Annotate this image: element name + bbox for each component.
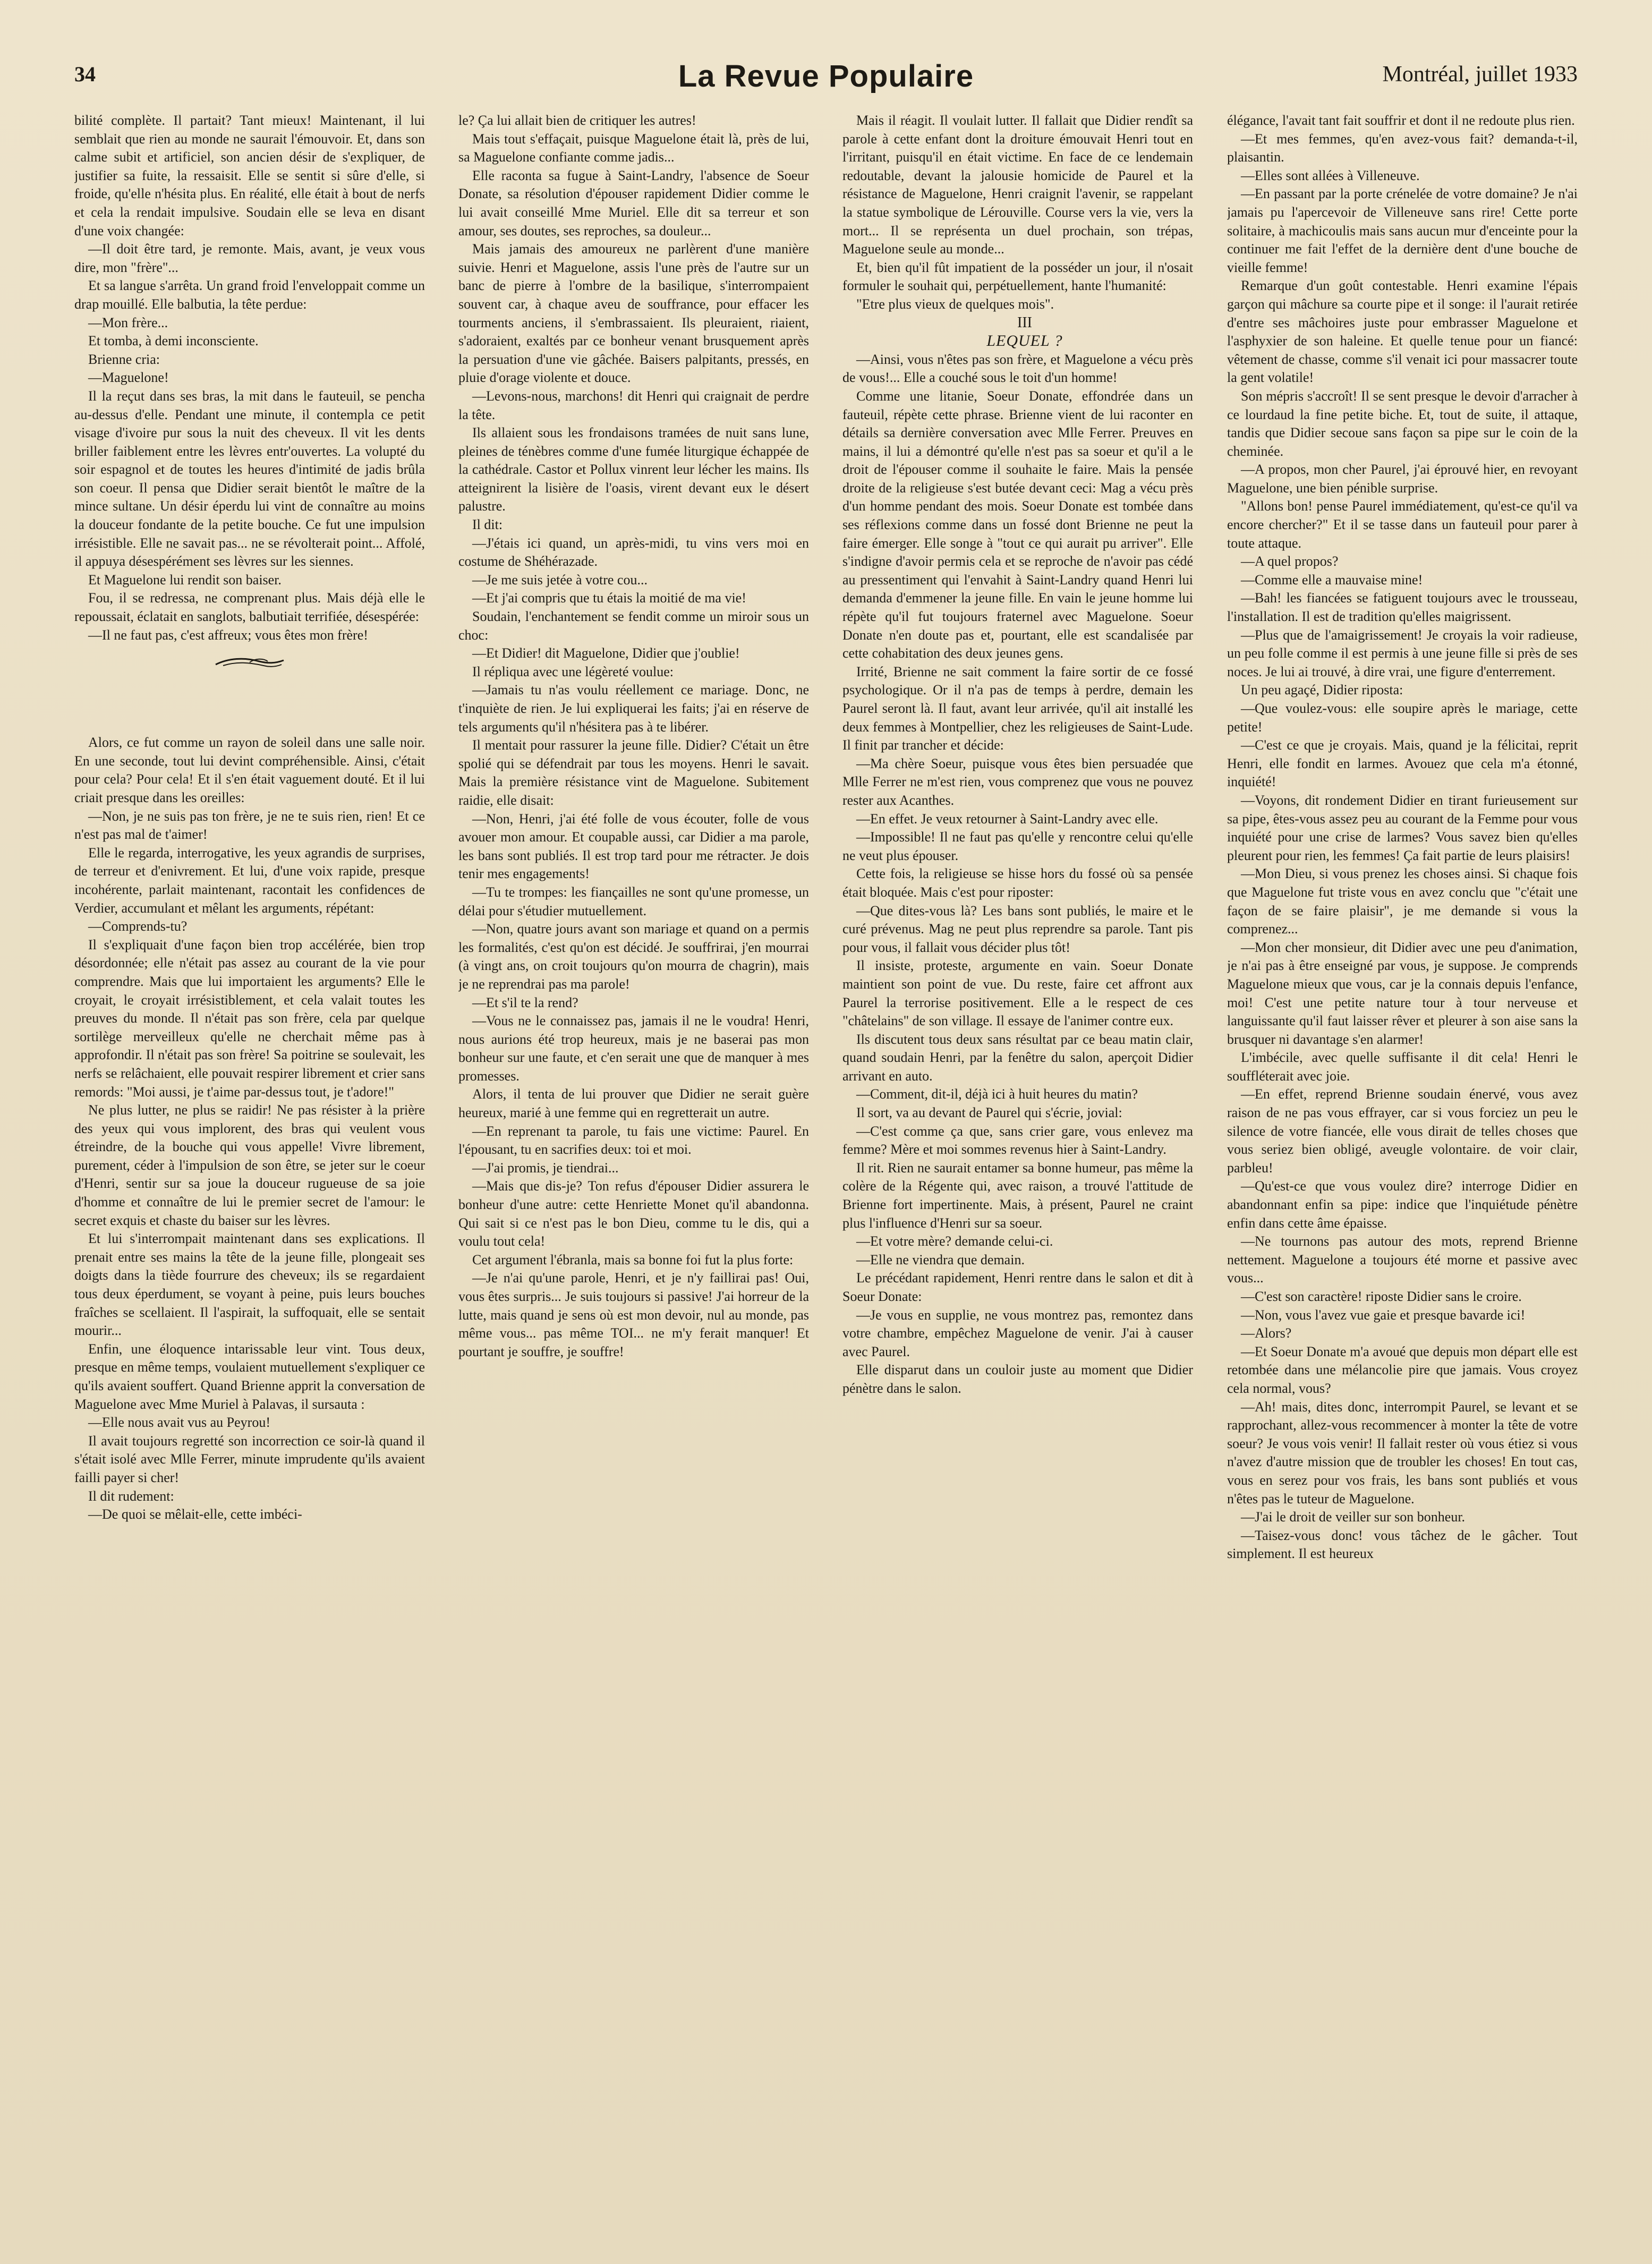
paragraph: le? Ça lui allait bien de critiquer les autres! (458, 113, 696, 128)
paragraph: Il avait toujours regretté son incorrection ce soir-là quand il s'était isolé avec Mlle Ferrer, minute imprudente qu'ils avaient failli payer si cher! (74, 1433, 425, 1485)
paragraph: —J'étais ici quand, un après-midi, tu vins vers moi en costume de Shéhérazade. (458, 535, 809, 569)
paragraph: Son mépris s'accroît! Il se sent presque le devoir d'arracher à ce lourdaud la fine petite biche. Et, tout de suite, il attaque, tandis que Didier secoue sans façon sa pipe sur le coin de la cheminée. (1227, 388, 1578, 459)
paragraph: —Non, je ne suis pas ton frère, je ne te suis rien, rien! Et ce n'est pas mal de t'aimer! (74, 808, 425, 842)
text-column-3 (842, 112, 1193, 2231)
paragraph: —En effet. Je veux retourner à Saint-Landry avec elle. (856, 811, 1159, 827)
paragraph: Ils allaient sous les frondaisons tramées de nuit sans lune, pleines de ténèbres comme d'une fumée liturgique échappée de la cathédrale. Castor et Pollux vinrent leur lécher les mains. Ils atteignirent la lisière de l'oasis, virent devant eux le désert palustre. (458, 425, 809, 514)
paragraph: —Non, quatre jours avant son mariage et quand on a permis les formalités, c'est qu'on est décidé. Je souffrirai, j'en mourrai (à vingt ans, on croit toujours qu'on mourra de chagrin), mais je ne reprendrai pas ma parole! (458, 921, 809, 992)
paragraph: Alors, il tenta de lui prouver que Didier ne serait guère heureux, marié à une femme qui en regretterait un autre. (458, 1086, 809, 1121)
section-number: III (1017, 314, 1032, 331)
paragraph: —Ne tournons pas autour des mots, reprend Brienne nettement. Maguelone a toujours été morne et passive avec vous... (1227, 1233, 1578, 1286)
paragraph: Un peu agaçé, Didier riposta: (1241, 682, 1403, 698)
paragraph: bilité complète. Il partait? Tant mieux! Maintenant, il lui semblait que rien au monde ne saurait l'émouvoir. Et, dans son calme subit et artificiel, son ancien désir de s'expliquer, de justifier sa fuite, la ressaisit. Elle se sentit si sûre d'elle, si froide, qu'elle n'hésita plus. En réalité, elle était à bout de nerfs et cela la rendait impulsive. Soudain elle se leva en disant d'une voix changée: (74, 113, 425, 239)
paragraph: —Alors? (1241, 1325, 1292, 1341)
paragraph: —Comprends-tu? (88, 918, 188, 934)
paragraph: Il s'expliquait d'une façon bien trop accélérée, bien trop désordonnée; elle n'était pas assez au courant de la vie pour comprendre. Mais que lui importaient les arguments? Elle le croyait, le croyait irrésistiblement, et cela valait toutes les preuves du monde. Il n'était pas son frère, cela par quelque sortilège merveilleux qu'elle ne cherchait même pas à approfondir. Il n'était pas son frère! Sa poitrine se soulevait, les nerfs se relâchaient, elle pouvait respirer librement et crier sans remords: "Moi aussi, je t'aime par-dessus tout, je t'adore!" (74, 937, 425, 1100)
section-title: LEQUEL ? (986, 332, 1063, 350)
paragraph: —En reprenant ta parole, tu fais une victime: Paurel. En l'épousant, tu en sacrifies deux: toi et moi. (458, 1123, 809, 1157)
paragraph: élégance, l'avait tant fait souffrir et dont il ne redoute plus rien. (1227, 113, 1575, 128)
paragraph: Et sa langue s'arrêta. Un grand froid l'enveloppait comme un drap mouillé. Elle balbutia, la tête perdue: (74, 278, 425, 312)
paragraph: —Ma chère Soeur, puisque vous êtes bien persuadée que Mlle Ferrer ne m'est rien, vous comprenez que vous ne pouvez rester aux Acanthes. (842, 755, 1193, 808)
paragraph: Il mentait pour rassurer la jeune fille. Didier? C'était un être spolié qui se défendrait par tous les moyens. Henri le savait. Mais la première résistance vint de Maguelone. Subitement raidie, elle disait: (458, 737, 809, 808)
paragraph: Remarque d'un goût contestable. Henri examine l'épais garçon qui mâchure sa courte pipe et il songe: il l'aurait retirée d'entre ses mâchoires juste pour embrasser Maguelone et l'asphyxier de son haleine. Et quelle tenue pour un fiancé: vêtement de chasse, comme s'il venait ici pour massacrer toute la gent volatile! (1227, 278, 1578, 386)
paragraph: Enfin, une éloquence intarissable leur vint. Tous deux, presque en même temps, voulaient mutuellement s'expliquer ce qu'ils avaient souffert. Quand Brienne apprit la conversation de Maguelone avec Mme Muriel à Palavas, il sursauta : (74, 1341, 425, 1412)
paragraph: —Impossible! Il ne faut pas qu'elle y rencontre celui qu'elle ne veut plus épouser. (842, 829, 1193, 863)
paragraph: —Comme elle a mauvaise mine! (1241, 572, 1423, 588)
fleuron-divider-icon (212, 656, 287, 670)
paragraph: —Plus que de l'amaigrissement! Je croyais la voir radieuse, un peu folle comme il est permis à une jeune fille si près de ses noces. Je lui ai trouvé, à dire vrai, une figure d'enterrement. (1227, 627, 1578, 679)
paragraph: Et Maguelone lui rendit son baiser. (88, 572, 282, 588)
paragraph: —Taisez-vous donc! vous tâchez de le gâcher. Tout simplement. Il est heureux (1227, 1527, 1578, 1562)
paragraph: —Vous ne le connaissez pas, jamais il ne le voudra! Henri, nous aurions été trop heureux, mais je ne baserai pas mon bonheur sur une faute, et c'en serait une que de manquer à mes promesses. (458, 1013, 809, 1084)
paragraph: Et, bien qu'il fût impatient de la posséder un jour, il n'osait formuler le souhait qui, perpétuellement, hante l'humanité: (842, 259, 1193, 294)
paragraph: —Non, vous l'avez vue gaie et presque bavarde ici! (1241, 1307, 1526, 1323)
paragraph: —Ah! mais, dites donc, interrompit Paurel, se levant et se rapprochant, allez-vous recommencer à monter la tête de votre soeur? Je vous vois venir! Il fallait rester où vous étiez si vous n'avez d'autre mission que de troubler les choses! En tout cas, vous en serez pour vos frais, les bans sont publiés et vous n'êtes pas le tuteur de Maguelone. (1227, 1399, 1578, 1507)
paragraph: Ils discutent tous deux sans résultat par ce beau matin clair, quand soudain Henri, par la fenêtre du salon, aperçoit Didier arrivant en auto. (842, 1031, 1193, 1084)
paragraph: Et lui s'interrompait maintenant dans ses explications. Il prenait entre ses mains la tête de la jeune fille, plongeait ses doigts dans la tiède fourrure des cheveux; ils se regardaient tous deux éperdument, se voyant à peine, puis leurs bouches fraîches se scellaient. Il l'aspirait, la suffoquait, elle se sentait mourir... (74, 1231, 425, 1339)
paragraph: —A propos, mon cher Paurel, j'ai éprouvé hier, en revoyant Maguelone, une bien pénible surprise. (1227, 462, 1578, 496)
paragraph: —Que voulez-vous: elle soupire après le mariage, cette petite! (1227, 701, 1578, 735)
paragraph: Il la reçut dans ses bras, la mit dans le fauteuil, se pencha au-dessus d'elle. Pendant une minute, il contempla ce petit visage d'ivoire pur sous la nuit des cheveux. Il vit les dents briller faiblement entre les lèvres entr'ouvertes. La volupté du soir espagnol et de toutes les heures d'intimité de jadis brûla son coeur. Il pensa que Didier serait bientôt le maître de la mince sultane. Un désir éperdu lui vint de connaître au moins la douceur fondante de la petite bouche. Ce fut une impulsion irrésistible. Elle ne savait pas... ne se révolterait point... Affolé, il appuya désespérément ses lèvres sur les siennes. (74, 388, 425, 569)
paragraph: —Elle nous avait vus au Peyrou! (88, 1415, 270, 1431)
paragraph: —Je n'ai qu'une parole, Henri, et je n'y faillirai pas! Oui, vous êtes surpris... Je suis toujours si passive! J'ai horreur de la lutte, mais quand je sens où est mon devoir, nul au monde, pas même vous... pas même TOI... ne m'y ferait manquer! Et pourtant je souffre, je souffre! (458, 1270, 809, 1359)
paragraph: "Allons bon! pense Paurel immédiatement, qu'est-ce qu'il va encore chercher?" Et il se tasse dans un fauteuil pour parer à toute attaque. (1227, 498, 1578, 551)
paragraph: —Qu'est-ce que vous voulez dire? interroge Didier en abandonnant enfin sa pipe: indice que l'inquiétude pénètre enfin dans cette âme épaisse. (1227, 1178, 1578, 1231)
paragraph: —Mais que dis-je? Ton refus d'épouser Didier assurera le bonheur d'une autre: cette Henriette Monet qu'il abandonna. Qui sait si ce n'est pas le bon Dieu, comme tu le dis, qui a voulu tout cela! (458, 1178, 809, 1249)
paragraph: Mais jamais des amoureux ne parlèrent d'une manière suivie. Henri et Maguelone, assis l'une près de l'autre sur un banc de pierre à l'ombre de la basilique, s'interrompaient souvent car, à chaque aveu de souffrance, pour effacer les tourments anciens, il s'embrassaient. Ils pleuraient, riaient, s'adoraient, exaltés par ce bonheur venant brusquement après la persuation d'une vie gâchée. Baisers palpitants, pressés, en pluie d'orage violente et douce. (458, 241, 809, 386)
paragraph: —Comment, dit-il, déjà ici à huit heures du matin? (856, 1086, 1138, 1102)
paragraph: —Et Didier! dit Maguelone, Didier que j'oublie! (472, 645, 740, 661)
paragraph: —Maguelone! (88, 370, 169, 386)
paragraph: "Etre plus vieux de quelques mois". (856, 296, 1054, 312)
paragraph: —Il ne faut pas, c'est affreux; vous êtes mon frère! (88, 627, 368, 643)
paragraph: L'imbécile, avec quelle suffisante il dit cela! Henri le souffléterait avec joie. (1227, 1050, 1578, 1084)
paragraph: Il répliqua avec une légèreté voulue: (472, 663, 674, 679)
paragraph: —C'est son caractère! riposte Didier sans le croire. (1241, 1289, 1522, 1304)
paragraph: Il dit rudement: (88, 1488, 174, 1504)
paragraph: —Elle ne viendra que demain. (856, 1252, 1025, 1267)
paragraph: —Et mes femmes, qu'en avez-vous fait? demanda-t-il, plaisantin. (1227, 131, 1578, 165)
paragraph: —Jamais tu n'as voulu réellement ce mariage. Donc, ne t'inquiète de rien. Je lui expliquerai les faits; j'ai en réserve de tels arguments qu'il n'hésitera pas à te libérer. (458, 682, 809, 735)
paragraph: Mais tout s'effaçait, puisque Maguelone était là, près de lui, sa Maguelone confiante comme jadis... (458, 131, 809, 165)
paragraph: —De quoi se mêlait-elle, cette imbéci- (88, 1507, 302, 1522)
paragraph: —Ainsi, vous n'êtes pas son frère, et Maguelone a vécu près de vous!... Elle a couché sous le toit d'un homme! (842, 351, 1193, 386)
paragraph: —Que dites-vous là? Les bans sont publiés, le maire et le curé prévenus. Mag ne peut plus reprendre sa parole. Tant pis pour vous, il fallait vous décider plus tôt! (842, 903, 1193, 955)
paragraph: —En effet, reprend Brienne soudain énervé, vous avez raison de ne pas vous effrayer, car si vous forciez un peu le silence de votre fiancée, elle vous dirait de telles choses que vous seriez bien obligé, aveugle volontaire. de voir clair, parbleu! (1227, 1086, 1578, 1176)
paragraph: —Mon Dieu, si vous prenez les choses ainsi. Si chaque fois que Maguelone fut triste vous en avez conclu que "c'était une façon de se faire plaisir", je me demande si vous la comprenez... (1227, 866, 1578, 937)
paragraph: Il rit. Rien ne saurait entamer sa bonne humeur, pas même la colère de la Régente qui, avec raison, a trouvé l'attitude de Brienne fort impertinente. Mais, à présent, Paurel ne craint plus l'influence d'Henri sur sa soeur. (842, 1160, 1193, 1231)
paragraph: —Je me suis jetée à votre cou... (472, 572, 648, 588)
paragraph: Cet argument l'ébranla, mais sa bonne foi fut la plus forte: (472, 1252, 794, 1267)
paragraph: —Il doit être tard, je remonte. Mais, avant, je veux vous dire, mon "frère"... (74, 241, 425, 275)
text-column-4 (1227, 112, 1578, 2231)
paragraph: —Levons-nous, marchons! dit Henri qui craignait de perdre la tête. (458, 388, 809, 422)
paragraph: —Et s'il te la rend? (472, 994, 578, 1010)
paragraph: Alors, ce fut comme un rayon de soleil dans une salle noir. En une seconde, tout lui devint compréhensible. Ainsi, c'était pour cela? Pour cela! Et il s'en était vaguement douté. Et il lui criait presque dans les oreilles: (74, 735, 425, 805)
paragraph: Elle disparut dans un couloir juste au moment que Didier pénètre dans le salon. (842, 1362, 1193, 1396)
paragraph: —Non, Henri, j'ai été folle de vous écouter, folle de vous avouer mon amour. Et coupable aussi, car Didier a ma parole, les bans sont publiés. Il est trop tard pour me rétracter. Je dois tenir mes engagements! (458, 811, 809, 882)
page-number: 34 (74, 62, 96, 86)
paragraph: —J'ai promis, je tiendrai... (472, 1160, 619, 1176)
article-body (74, 112, 1578, 2231)
paragraph: —C'est comme ça que, sans crier gare, vous enlevez ma femme? Mère et moi sommes revenus hier à Saint-Landry. (842, 1123, 1193, 1157)
paragraph: Brienne cria: (88, 351, 160, 367)
paragraph: —C'est ce que je croyais. Mais, quand je la félicitai, reprit Henri, elle fondit en larmes. Avouez que cela m'a étonné, inquiété! (1227, 737, 1578, 790)
paragraph: Elle raconta sa fugue à Saint-Landry, l'absence de Soeur Donate, sa résolution d'épouser rapidement Didier comme le lui avait conseillé Mme Muriel. Elle dit sa terreur et son amour, ses doutes, ses reproches, sa douleur... (458, 167, 809, 239)
paragraph: —Mon frère... (88, 314, 168, 330)
paragraph: Ne plus lutter, ne plus se raidir! Ne pas résister à la prière des yeux qui vous implorent, des bras qui veulent vous étreindre, de la bouche qui vous appelle! Vivre librement, purement, céder à l'impulsion de son être, se jeter sur le coeur d'Henri, sentir sur sa joue la douceur rugueuse de sa joie d'homme et connaître de lui le premier secret de l'amour: le secret exquis et chaste du baiser sur les lèvres. (74, 1102, 425, 1228)
paragraph: —Bah! les fiancées se fatiguent toujours avec le trousseau, l'installation. Il est de tradition qu'elles maigrissent. (1227, 590, 1578, 625)
paragraph: Il sort, va au devant de Paurel qui s'écrie, jovial: (856, 1105, 1122, 1121)
text-column-2 (458, 112, 809, 2231)
paragraph: Irrité, Brienne ne sait comment la faire sortir de ce fossé psychologique. Or il n'a pas de temps à perdre, demain les Paurel seront là. Il faut, avant leur arrivée, qu'il ait installé les deux femmes à Montpellier, chez les religieuses de Saint-Lude. Il finit par trancher et décide: (842, 663, 1193, 753)
paragraph: —Voyons, dit rondement Didier en tirant furieusement sur sa pipe, êtes-vous assez peu au courant de la Femme pour vous inquiété pour une crise de larmes? Vous savez bien qu'elles pleurent pour rien, les femmes! Ça fait partie de leurs plaisirs! (1227, 792, 1578, 863)
paragraph: Soudain, l'enchantement se fendit comme un miroir sous un choc: (458, 609, 809, 643)
paragraph: Cette fois, la religieuse se hisse hors du fossé où sa pensée était bloquée. Mais c'est pour riposter: (842, 866, 1193, 900)
paragraph: —Je vous en supplie, ne vous montrez pas, remontez dans votre chambre, empêchez Maguelone de venir. J'ai à causer avec Paurel. (842, 1307, 1193, 1359)
paragraph: —Et Soeur Donate m'a avoué que depuis mon départ elle est retombée dans une mélancolie pire que jamais. Vous croyez cela normal, vous? (1227, 1343, 1578, 1396)
paragraph: —Tu te trompes: les fiançailles ne sont qu'une promesse, un délai pour s'étudier mutuellement. (458, 884, 809, 918)
paragraph: —J'ai le droit de veiller sur son bonheur. (1241, 1509, 1466, 1525)
paragraph: —En passant par la porte crénelée de votre domaine? Je n'ai jamais pu l'apercevoir de Villeneuve sans rire! Cette porte solitaire, à machicoulis mais sans aucun mur d'enceinte pour la continuer me fait l'effet de la dernière dent d'une bouche de vieille femme! (1227, 186, 1578, 275)
paragraph: —Et j'ai compris que tu étais la moitié de ma vie! (472, 590, 746, 606)
paragraph: Fou, il se redressa, ne comprenant plus. Mais déjà elle le repoussait, éclatait en sanglots, balbutiait terrifiée, désespérée: (74, 590, 425, 625)
paragraph: Il dit: (472, 517, 503, 533)
paragraph: Il insiste, proteste, argumente en vain. Soeur Donate maintient son point de vue. Du reste, faire cet affront aux Paurel la terrorise positivement. Elle a le respect de ces "châtelains" de son village. Il essaye de l'animer contre eux. (842, 958, 1193, 1029)
magazine-title: La Revue Populaire (678, 59, 974, 93)
page-header (74, 58, 1578, 101)
paragraph: Et tomba, à demi inconsciente. (88, 333, 259, 349)
paragraph: —Et votre mère? demande celui-ci. (856, 1233, 1053, 1249)
paragraph: Mais il réagit. Il voulait lutter. Il fallait que Didier rendît sa parole à cette enfant dont la droiture émouvait Henri tout en l'irritant, puisqu'il en était victime. En face de ce lendemain redoutable, devant la jalousie homicide de Paurel et la résistance de Maguelone, Henri craignit l'avenir, se rappelant la statue symbolique de Lérouville. Course vers la vie, vers la mort... Il se représenta un duel prochain, son trépas, Maguelone seule au monde... (842, 113, 1193, 257)
issue-date: Montréal, juillet 1933 (1382, 62, 1578, 87)
paragraph: Elle le regarda, interrogative, les yeux agrandis de surprises, de terreur et d'enivrement. Et lui, d'une voix rapide, presque incohérente, parlait maintenant, racontait les confidences de Verdier, accumulant et mêlant les arguments, répétant: (74, 845, 425, 916)
paragraph: —Mon cher monsieur, dit Didier avec une peu d'animation, je n'ai pas à être enseigné par vous, je suppose. Je comprends Maguelone mieux que vous, car je la connais depuis l'enfance, moi! C'est une petite nature tour à tour nerveuse et languissante qu'il faut laisser rêver et pleurer à son aise sans la brusquer ni davantage s'en alarmer! (1227, 939, 1578, 1047)
paragraph: —A quel propos? (1241, 554, 1339, 569)
paragraph: Comme une litanie, Soeur Donate, effondrée dans un fauteuil, répète cette phrase. Brienne vient de lui raconter en détails sa dernière conversation avec Mlle Ferrer. Preuves en mains, il lui a démontré qu'elle n'est pas sa soeur et qu'il a le droit de l'épouser comme il souhaite le faire. Mais la pensée droite de la religieuse s'est butée devant ceci: Mag a vécu près d'un homme pendant des mois. Soeur Donate est tombée dans ses réflexions comme dans un fossé dont Brienne ne peut la faire émerger. Elle songe à "tout ce qui aurait pu arriver". Elle s'indigne d'avoir permis cela et se reproche de n'avoir pas cédé au pressentiment qui l'envahit à Saint-Landry quand Henri lui demanda d'emmener la jeune fille. En vain le jeune homme lui répète qu'il fut toujours fraternel avec Maguelone. Soeur Donate n'en doute pas et, pourtant, elle est scandalisée par cette cohabitation des deux jeunes gens. (842, 388, 1193, 661)
paragraph: —Elles sont allées à Villeneuve. (1241, 167, 1420, 183)
paragraph: Le précédant rapidement, Henri rentre dans le salon et dit à Soeur Donate: (842, 1270, 1193, 1304)
text-column-1 (74, 112, 425, 2231)
